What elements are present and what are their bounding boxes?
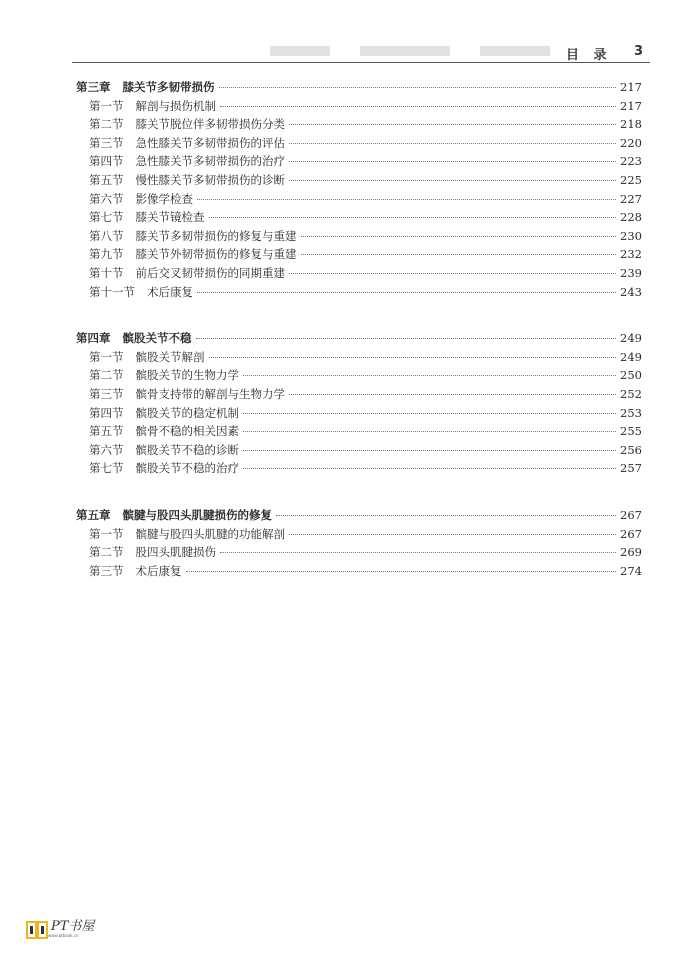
section-entry: [76, 385, 642, 403]
section-number: 第十一节: [89, 284, 135, 299]
section-title: 解剖与损伤机制: [135, 98, 216, 113]
section-number: 第二节: [89, 368, 124, 383]
section-page-number: 243: [620, 284, 642, 299]
section-title: 膝关节脱位伴多韧带损伤分类: [135, 117, 285, 132]
section-number: 第六节: [89, 442, 124, 457]
section-number: 第四节: [89, 405, 124, 420]
header-label: 目 录: [566, 48, 612, 63]
section-entry: [76, 283, 642, 301]
section-entry: [76, 190, 642, 208]
section-entry: [76, 245, 642, 263]
section-number: 第五节: [89, 173, 124, 187]
section-page-number: 256: [620, 442, 642, 457]
dot-leader: [276, 515, 616, 516]
dot-leader: [243, 450, 616, 451]
dot-leader: [209, 217, 617, 218]
section-entry: [76, 264, 642, 282]
section-entry: [76, 459, 642, 477]
section-entry: [76, 366, 642, 384]
section-page-number: 218: [620, 117, 642, 132]
section-title: 膝关节多韧带损伤的修复与重建: [135, 228, 297, 243]
section-entry: [76, 152, 642, 170]
section-number: 第九节: [89, 247, 124, 262]
section-title: 髌腱与股四头肌腱的功能解剖: [135, 526, 285, 541]
chapter-page-number: 217: [620, 80, 642, 94]
section-number: 第五节: [89, 424, 124, 439]
section-number: 第七节: [89, 461, 124, 476]
section-page-number: 269: [620, 545, 642, 560]
header-scan-noise: [360, 46, 450, 56]
chapter-page-number: 249: [620, 331, 642, 346]
section-page-number: 239: [620, 266, 642, 280]
section-page-number: 225: [620, 173, 642, 187]
footer-logo: [26, 918, 94, 940]
section-number: 第二节: [89, 117, 124, 132]
section-title: 髌股关节不稳的诊断: [135, 442, 239, 457]
section-entry: [76, 97, 642, 115]
header-scan-noise: [270, 46, 330, 56]
dot-leader: [243, 468, 616, 469]
section-title: 前后交叉韧带损伤的同期重建: [135, 266, 285, 280]
section-title: 髌股关节的稳定机制: [135, 405, 239, 420]
section-page-number: 267: [620, 526, 642, 541]
logo-text: PT书屋: [51, 919, 95, 934]
section-page-number: 249: [620, 349, 642, 364]
section-entry: [76, 543, 642, 561]
section-page-number: 223: [620, 154, 642, 169]
section-page-number: 230: [620, 228, 642, 243]
section-number: 第八节: [89, 228, 124, 243]
logo-subtext: www.ptbook.cn: [48, 933, 79, 938]
dot-leader: [196, 338, 617, 339]
section-page-number: 257: [620, 461, 642, 476]
section-title: 影像学检查: [135, 191, 193, 206]
chapter-title: 髌腱与股四头肌腱损伤的修复: [122, 508, 272, 522]
section-entry: [76, 562, 642, 580]
section-title: 髌股关节不稳的治疗: [135, 461, 239, 476]
chapter-page-number: 267: [620, 508, 642, 522]
section-page-number: 252: [620, 387, 642, 401]
section-entry: [76, 348, 642, 366]
section-page-number: 220: [620, 135, 642, 150]
section-title: 急性膝关节多韧带损伤的评估: [135, 135, 285, 150]
section-number: 第十节: [89, 266, 124, 280]
section-title: 术后康复: [147, 284, 193, 299]
section-page-number: 253: [620, 405, 642, 420]
dot-leader: [289, 124, 616, 125]
section-number: 第四节: [89, 154, 124, 169]
section-entry: [76, 208, 642, 226]
section-number: 第一节: [89, 98, 124, 113]
section-title: 膝关节外韧带损伤的修复与重建: [135, 247, 297, 262]
dot-leader: [289, 273, 616, 274]
dot-leader: [289, 534, 616, 535]
dot-leader: [289, 394, 616, 395]
section-title: 髌股关节的生物力学: [135, 368, 239, 383]
dot-leader: [186, 571, 617, 572]
chapter-title: 膝关节多韧带损伤: [122, 80, 215, 94]
dot-leader: [220, 106, 616, 107]
dot-leader: [209, 357, 617, 358]
section-entry: [76, 171, 642, 189]
book-logo-icon: [26, 918, 48, 940]
section-entry: [76, 227, 642, 245]
section-title: 急性膝关节多韧带损伤的治疗: [135, 154, 285, 169]
header-page-number: 3: [634, 44, 644, 59]
section-entry: [76, 422, 642, 440]
section-number: 第一节: [89, 526, 124, 541]
section-page-number: 232: [620, 247, 642, 262]
section-entry: [76, 115, 642, 133]
dot-leader: [243, 413, 616, 414]
header-rule: [72, 62, 650, 63]
section-entry: [76, 404, 642, 422]
dot-leader: [289, 143, 616, 144]
section-title: 膝关节镜检查: [135, 210, 205, 225]
section-page-number: 227: [620, 191, 642, 206]
section-title: 慢性膝关节多韧带损伤的诊断: [135, 173, 285, 187]
dot-leader: [219, 87, 617, 88]
chapter-title: 髌股关节不稳: [122, 331, 192, 346]
section-entry: [76, 525, 642, 543]
chapter-entry: [76, 329, 642, 347]
chapter-number: 第五章: [76, 508, 111, 522]
chapter-entry: [76, 78, 642, 96]
chapter-entry: [76, 506, 642, 524]
section-number: 第二节: [89, 545, 124, 560]
section-number: 第三节: [89, 135, 124, 150]
section-title: 术后康复: [135, 563, 182, 578]
section-number: 第三节: [89, 387, 124, 401]
dot-leader: [243, 375, 616, 376]
chapter-number: 第四章: [76, 331, 111, 346]
section-number: 第七节: [89, 210, 124, 225]
section-number: 第六节: [89, 191, 124, 206]
dot-leader: [197, 199, 616, 200]
section-title: 髌股关节解剖: [135, 349, 205, 364]
section-number: 第三节: [89, 563, 124, 578]
section-page-number: 255: [620, 424, 642, 439]
section-page-number: 217: [620, 98, 642, 113]
dot-leader: [220, 552, 616, 553]
dot-leader: [289, 161, 616, 162]
section-title: 髌骨不稳的相关因素: [135, 424, 239, 439]
dot-leader: [301, 254, 617, 255]
chapter-number: 第三章: [76, 80, 111, 94]
section-page-number: 274: [620, 563, 642, 578]
section-page-number: 250: [620, 368, 642, 383]
section-title: 髌骨支持带的解剖与生物力学: [135, 387, 285, 401]
dot-leader: [289, 180, 616, 181]
section-page-number: 228: [620, 210, 642, 225]
section-entry: [76, 134, 642, 152]
section-title: 股四头肌腱损伤: [135, 545, 216, 560]
section-entry: [76, 441, 642, 459]
section-number: 第一节: [89, 349, 124, 364]
dot-leader: [301, 236, 617, 237]
dot-leader: [243, 431, 616, 432]
dot-leader: [197, 292, 616, 293]
header-scan-noise: [480, 46, 550, 56]
